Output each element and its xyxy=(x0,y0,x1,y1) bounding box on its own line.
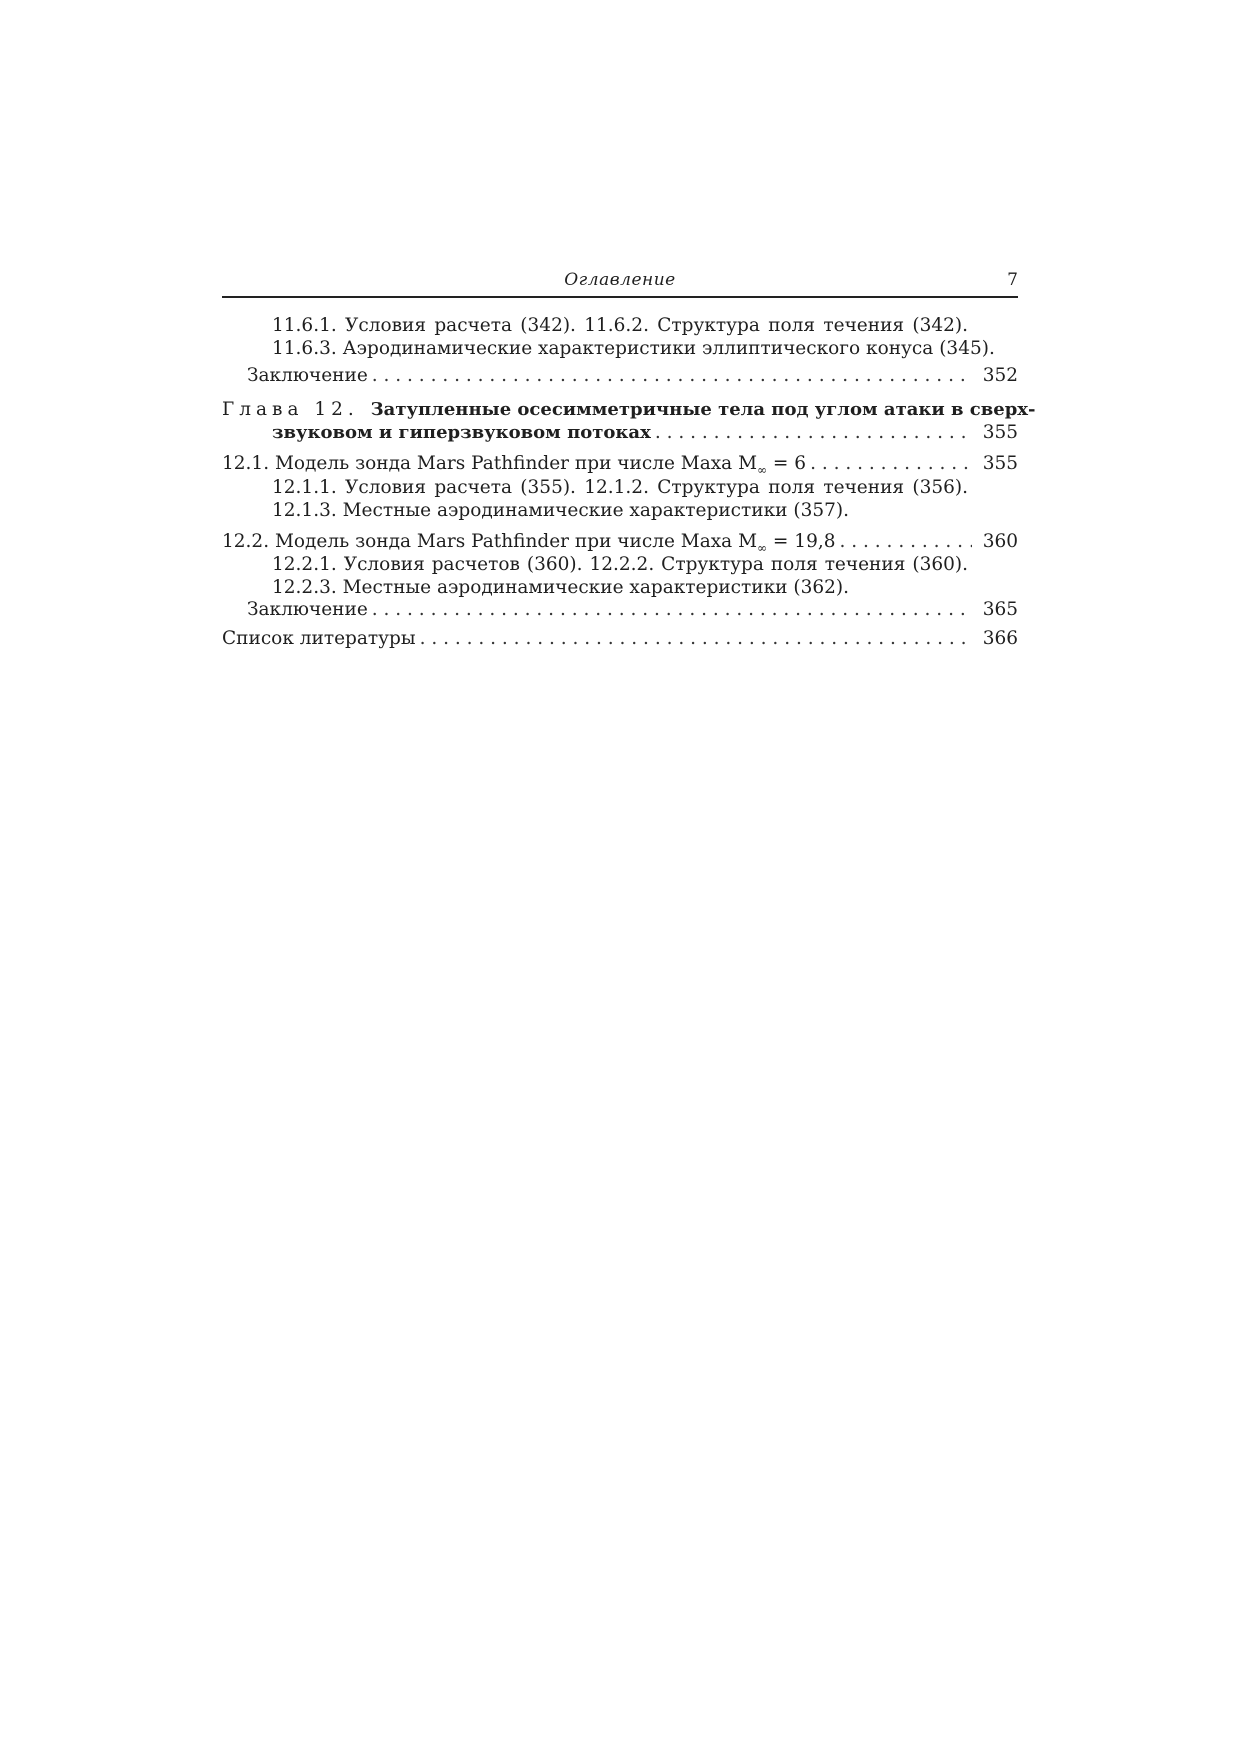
toc-entry-label: Список литературы xyxy=(222,628,416,649)
toc-subsections-12-2-line2: 12.2.3. Местные аэродинамические характеристики (362). xyxy=(272,577,849,598)
leader-dots xyxy=(420,627,972,651)
chapter-title: Затупленные осесимметричные тела под углом атаки в сверх- xyxy=(370,399,1036,420)
toc-entry-page: 365 xyxy=(982,599,1018,620)
toc-subsections-12-1-line1: 12.1.1. Условия расчета (355). 12.1.2. Структура поля течения (356). xyxy=(272,477,968,498)
leader-dots xyxy=(372,364,972,388)
toc-entry-page: 355 xyxy=(982,422,1018,443)
leader-dots xyxy=(655,421,972,445)
toc-entry-label: Заключение xyxy=(247,365,368,386)
toc-subsections-12-2-line1: 12.2.1. Условия расчетов (360). 12.2.2. Структура поля течения (360). xyxy=(272,554,968,575)
toc-entry-label: 12.1. Модель зонда Mars Pathfinder при числе Маха $M_\infty = 6$ xyxy=(222,453,807,477)
toc-entry-page: 366 xyxy=(982,628,1018,649)
toc-entry-label: Заключение xyxy=(247,599,368,620)
leader-dots xyxy=(372,598,972,622)
page-number: 7 xyxy=(1007,270,1018,290)
toc-chapter-12-line2[interactable] xyxy=(222,421,1018,445)
chapter-title-continued: звуковом и гиперзвуковом потоках xyxy=(272,422,651,443)
running-title: Оглавление xyxy=(564,270,676,290)
running-head xyxy=(222,270,1018,298)
toc-entry-references[interactable] xyxy=(222,627,1018,651)
toc-entry-conclusion-11[interactable] xyxy=(222,364,1018,388)
toc-entry-page: 352 xyxy=(982,365,1018,386)
toc-subsections-12-1-line2: 12.1.3. Местные аэродинамические характеристики (357). xyxy=(272,500,849,521)
toc-entry-conclusion-12[interactable] xyxy=(222,598,1018,622)
leader-dots xyxy=(810,452,972,476)
toc-entry-label: 12.2. Модель зонда Mars Pathfinder при числе Маха $M_\infty = 19,8$ xyxy=(222,531,836,555)
toc-chapter-12-line1[interactable] xyxy=(222,398,1036,422)
toc-entry-page: 355 xyxy=(982,453,1018,474)
toc-subsections-11-6-line2: 11.6.3. Аэродинамические характеристики эллиптического конуса (345). xyxy=(272,338,995,359)
book-page xyxy=(222,0,1036,1754)
toc-entry-page: 360 xyxy=(982,531,1018,552)
leader-dots xyxy=(840,530,972,554)
toc-subsections-11-6-line1: 11.6.1. Условия расчета (342). 11.6.2. Структура поля течения (342). xyxy=(272,315,968,336)
chapter-prefix: Глава 12. xyxy=(222,399,359,420)
toc-section-12-1[interactable] xyxy=(222,452,1018,476)
toc-section-12-2[interactable] xyxy=(222,530,1018,554)
